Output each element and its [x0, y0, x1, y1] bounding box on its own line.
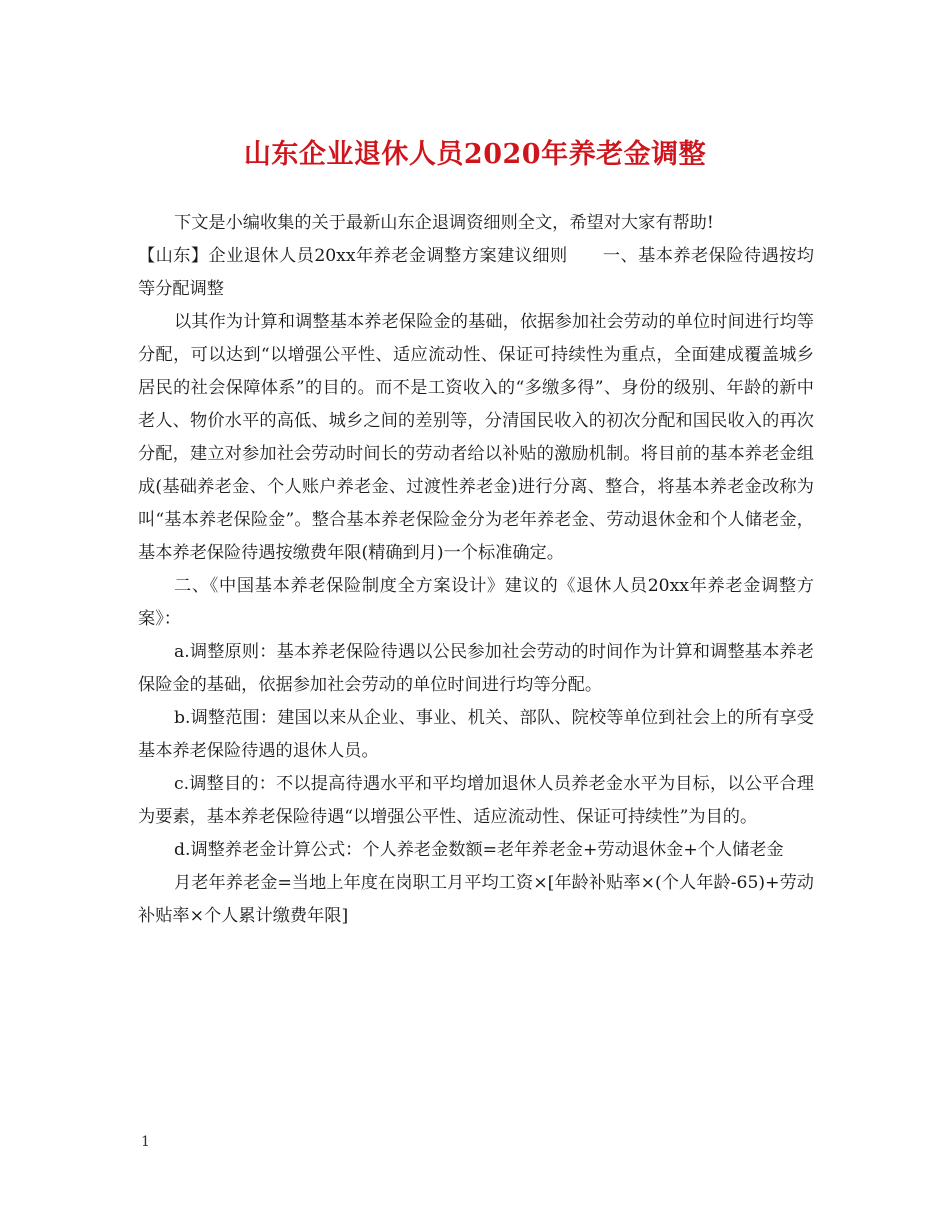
- formula-paragraph: 月老年养老金=当地上年度在岗职工月平均工资×[年龄补贴率×(个人年龄-65)+劳动补贴率×个人累计缴费年限]: [138, 873, 814, 926]
- page-number: 1: [141, 1134, 150, 1150]
- document-title: 山东企业退休人员2020年养老金调整: [243, 139, 707, 170]
- item-d-paragraph: d.调整养老金计算公式：个人养老金数额=老年养老金+劳动退休金+个人储老金: [174, 840, 784, 860]
- intro-paragraph: 下文是小编收集的关于最新山东企退调资细则全文，希望对大家有帮助!: [174, 213, 714, 233]
- body-paragraph-main: 以其作为计算和调整基本养老保险金的基础，依据参加社会劳动的单位时间进行均等分配，可以达到“以增强公平性、适应流动性、保证可持续性为重点，全面建成覆盖城乡居民的社会保障体系”的目的。而不是工资收入的“多缴多得”、身份的级别、年龄的新中老人、物价水平的高低、城乡之间的差别等，分清国民收入的初次分配和国民收入的再次分配，建立对参加社会劳动时间长的劳动者给以补贴的激励机制。将目前的基本养老金组成(基础养老金、个人账户养老金、过渡性养老金)进行分离、整合，将基本养老金改称为叫“基本养老保险金”。整合基本养老保险金分为老年养老金、劳动退休金和个人储老金，基本养老保险待遇按缴费年限(精确到月)一个标准确定。: [138, 312, 814, 563]
- item-c-paragraph: c.调整目的：不以提高待遇水平和平均增加退休人员养老金水平为目标，以公平合理为要素，基本养老保险待遇“以增强公平性、适应流动性、保证可持续性”为目的。: [138, 774, 814, 827]
- section-two-heading-paragraph: 二、《中国基本养老保险制度全方案设计》建议的《退休人员20xx年养老金调整方案》：: [138, 576, 814, 629]
- item-a-paragraph: a.调整原则：基本养老保险待遇以公民参加社会劳动的时间作为计算和调整基本养老保险金的基础，依据参加社会劳动的单位时间进行均等分配。: [138, 642, 814, 695]
- section-one-heading-paragraph: 【山东】企业退休人员20xx年养老金调整方案建议细则 一、基本养老保险待遇按均等分配调整: [138, 246, 814, 299]
- item-b-paragraph: b.调整范围：建国以来从企业、事业、机关、部队、院校等单位到社会上的所有享受基本养老保险待遇的退休人员。: [138, 708, 814, 761]
- document-body: [138, 207, 814, 933]
